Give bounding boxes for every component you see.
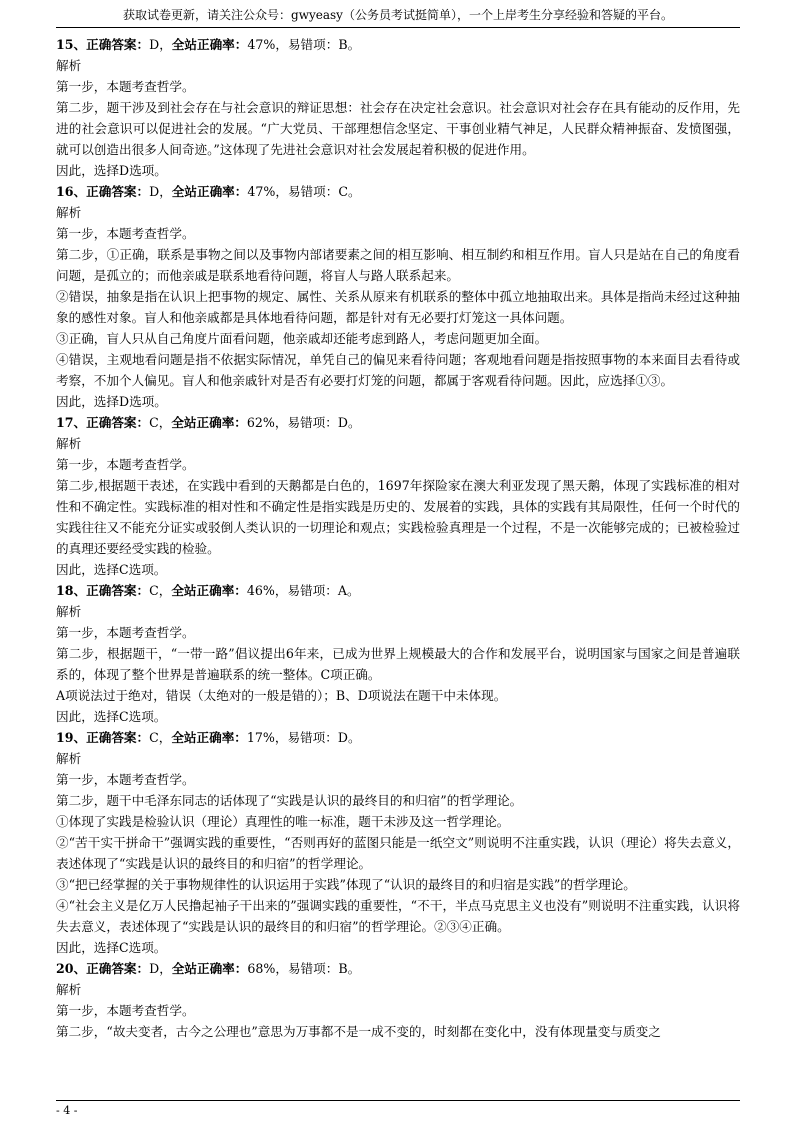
question-number: 18、 (56, 583, 87, 598)
answer-label: 正确答案： (86, 415, 150, 430)
answer-label: 正确答案： (86, 184, 150, 199)
wrong-label: 易错项： (287, 184, 339, 199)
analysis-paragraph: 第一步，本题考查哲学。 (56, 1003, 195, 1018)
rate-value: 68%， (247, 961, 288, 976)
rate-label: 全站正确率： (171, 37, 248, 52)
rate-value: 47%， (247, 184, 288, 199)
rate-value: 17%， (246, 730, 288, 745)
question-answer-line (56, 181, 740, 202)
wrong-value: B。 (338, 961, 361, 976)
question-number: 15、 (56, 37, 87, 52)
rate-value: 46%， (246, 583, 288, 598)
analysis-paragraph: 第一步，本题考查哲学。 (56, 772, 195, 787)
question-block (56, 958, 740, 1042)
wrong-value: C。 (338, 184, 361, 199)
rate-label: 全站正确率： (171, 961, 248, 976)
answer-value: C， (149, 730, 172, 745)
answer-value: D， (149, 961, 172, 976)
analysis-label: 解析 (56, 436, 82, 451)
question-number: 19、 (56, 730, 87, 745)
analysis-paragraph: 第二步，“故夫变者，古今之公理也”意思为万事都不是一成不变的，时刻都在变化中，没有体现量变与质变之 (56, 1024, 661, 1039)
answer-label: 正确答案： (86, 37, 150, 52)
analysis-paragraph: ④错误，主观地看问题是指不依据实际情况，单凭自己的偏见来看待问题；客观地看问题是指按照事物的本来面目去看待或考察，不加个人偏见。盲人和他亲戚针对是否有必要打灯笼的问题，都属于客观看待问题。因此，应选择①③。 (56, 352, 740, 388)
rate-label: 全站正确率： (171, 730, 247, 745)
question-number: 17、 (56, 415, 87, 430)
page-header: 获取试卷更新，请关注公众号：gwyeasy（公务员考试挺简单），一个上岸考生分享经验和答疑的平台。 (56, 7, 740, 28)
analysis-paragraph: 第二步,根据题干表述，在实践中看到的天鹅都是白色的，1697年探险家在澳大利亚发现了黑天鹅，体现了实践标准的相对性和不确定性。实践标准的相对性和不确定性是指实践是历史的、发展着的实践，具体的实践有其局限性，任何一个时代的实践往往又不能充分证实或驳倒人类认识的一切理论和观点；实践检验真理是一个过程，不是一次能够完成的；已被检验过的真理还要经受实践的检验。 (56, 478, 740, 556)
answer-value: D， (149, 184, 172, 199)
analysis-paragraph: ④“社会主义是亿万人民撸起袖子干出来的”强调实践的重要性，“不干，半点马克思主义也没有”则说明不注重实践，认识将失去意义，表述体现了“实践是认识的最终目的和归宿”的哲学理论。②③④正确。 (56, 898, 740, 934)
question-answer-line (56, 727, 740, 748)
question-block (56, 580, 740, 727)
answer-label: 正确答案： (86, 583, 150, 598)
rate-label: 全站正确率： (171, 583, 247, 598)
analysis-paragraph: 第一步，本题考查哲学。 (56, 226, 195, 241)
question-block (56, 412, 740, 580)
analysis-label: 解析 (56, 58, 82, 73)
analysis-paragraph: A项说法过于绝对，错误（太绝对的一般是错的）；B、D项说法在题干中未体现。 (56, 688, 507, 703)
analysis-paragraph: 因此，选择C选项。 (56, 562, 167, 577)
analysis-label: 解析 (56, 205, 82, 220)
wrong-label: 易错项： (287, 961, 339, 976)
analysis-paragraph: 第一步，本题考查哲学。 (56, 457, 195, 472)
analysis-paragraph: 第一步，本题考查哲学。 (56, 79, 195, 94)
wrong-label: 易错项： (287, 37, 339, 52)
question-number: 20、 (56, 961, 87, 976)
analysis-paragraph: 第二步，根据题干，“一带一路”倡议提出6年来，已成为世界上规模最大的合作和发展平台，说明国家与国家之间是普遍联系的，体现了整个世界是普遍联系的统一整体。C项正确。 (56, 646, 740, 682)
rate-label: 全站正确率： (171, 184, 248, 199)
wrong-value: B。 (338, 37, 361, 52)
rate-label: 全站正确率： (171, 415, 247, 430)
analysis-paragraph: ③正确，盲人只从自己角度片面看问题，他亲戚却还能考虑到路人，考虑问题更加全面。 (56, 331, 548, 346)
analysis-label: 解析 (56, 604, 82, 619)
question-block (56, 34, 740, 181)
question-answer-line (56, 580, 740, 601)
analysis-paragraph: ②错误，抽象是指在认识上把事物的规定、属性、关系从原来有机联系的整体中孤立地抽取出来。具体是指尚未经过这种抽象的感性对象。盲人和他亲戚都是具体地看待问题，都是针对有无必要打灯笼这一具体问题。 (56, 289, 740, 325)
analysis-paragraph: 因此，选择D选项。 (56, 163, 167, 178)
analysis-paragraph: 因此，选择C选项。 (56, 709, 167, 724)
question-number: 16、 (56, 184, 87, 199)
answer-value: C， (149, 415, 172, 430)
analysis-paragraph: 因此，选择C选项。 (56, 940, 167, 955)
wrong-value: A。 (337, 583, 360, 598)
analysis-paragraph: 第二步，①正确，联系是事物之间以及事物内部诸要素之间的相互影响、相互制约和相互作用。盲人只是站在自己的角度看问题，是孤立的；而他亲戚是联系地看待问题，将盲人与路人联系起来。 (56, 247, 740, 283)
question-block (56, 181, 740, 412)
wrong-value: D。 (337, 730, 361, 745)
analysis-paragraph: ①体现了实践是检验认识（理论）真理性的唯一标准，题干未涉及这一哲学理论。 (56, 814, 510, 829)
rate-value: 62%， (246, 415, 288, 430)
analysis-paragraph: 第一步，本题考查哲学。 (56, 625, 195, 640)
answer-label: 正确答案： (86, 961, 150, 976)
answer-value: C， (149, 583, 172, 598)
analysis-paragraph: 因此，选择D选项。 (56, 394, 167, 409)
question-answer-line (56, 958, 740, 979)
analysis-paragraph: ②“苦干实干拼命干”强调实践的重要性，“否则再好的蓝图只能是一纸空文”则说明不注重实践，认识（理论）将失去意义，表述体现了“实践是认识的最终目的和归宿”的哲学理论。 (56, 835, 740, 871)
wrong-value: D。 (337, 415, 361, 430)
question-answer-line (56, 34, 740, 55)
question-block (56, 727, 740, 958)
answer-analysis-content (56, 34, 740, 1042)
analysis-label: 解析 (56, 751, 82, 766)
wrong-label: 易错项： (287, 730, 338, 745)
analysis-paragraph: ③“把已经掌握的关于事物规律性的认识运用于实践”体现了“认识的最终目的和归宿是实践”的哲学理论。 (56, 877, 636, 892)
wrong-label: 易错项： (287, 583, 338, 598)
question-answer-line (56, 412, 740, 433)
wrong-label: 易错项： (287, 415, 338, 430)
page-number: - 4 - (56, 1100, 740, 1117)
answer-value: D， (149, 37, 172, 52)
analysis-label: 解析 (56, 982, 82, 997)
analysis-paragraph: 第二步，题干涉及到社会存在与社会意识的辩证思想：社会存在决定社会意识。社会意识对社会存在具有能动的反作用，先进的社会意识可以促进社会的发展。“广大党员、干部理想信念坚定、干事创业精气神足，人民群众精神振奋、发愤图强，就可以创造出很多人间奇迹。”这体现了先进社会意识对社会发展起着积极的促进作用。 (56, 100, 740, 157)
analysis-paragraph: 第二步，题干中毛泽东同志的话体现了“实践是认识的最终目的和归宿”的哲学理论。 (56, 793, 523, 808)
rate-value: 47%， (247, 37, 288, 52)
answer-label: 正确答案： (86, 730, 150, 745)
